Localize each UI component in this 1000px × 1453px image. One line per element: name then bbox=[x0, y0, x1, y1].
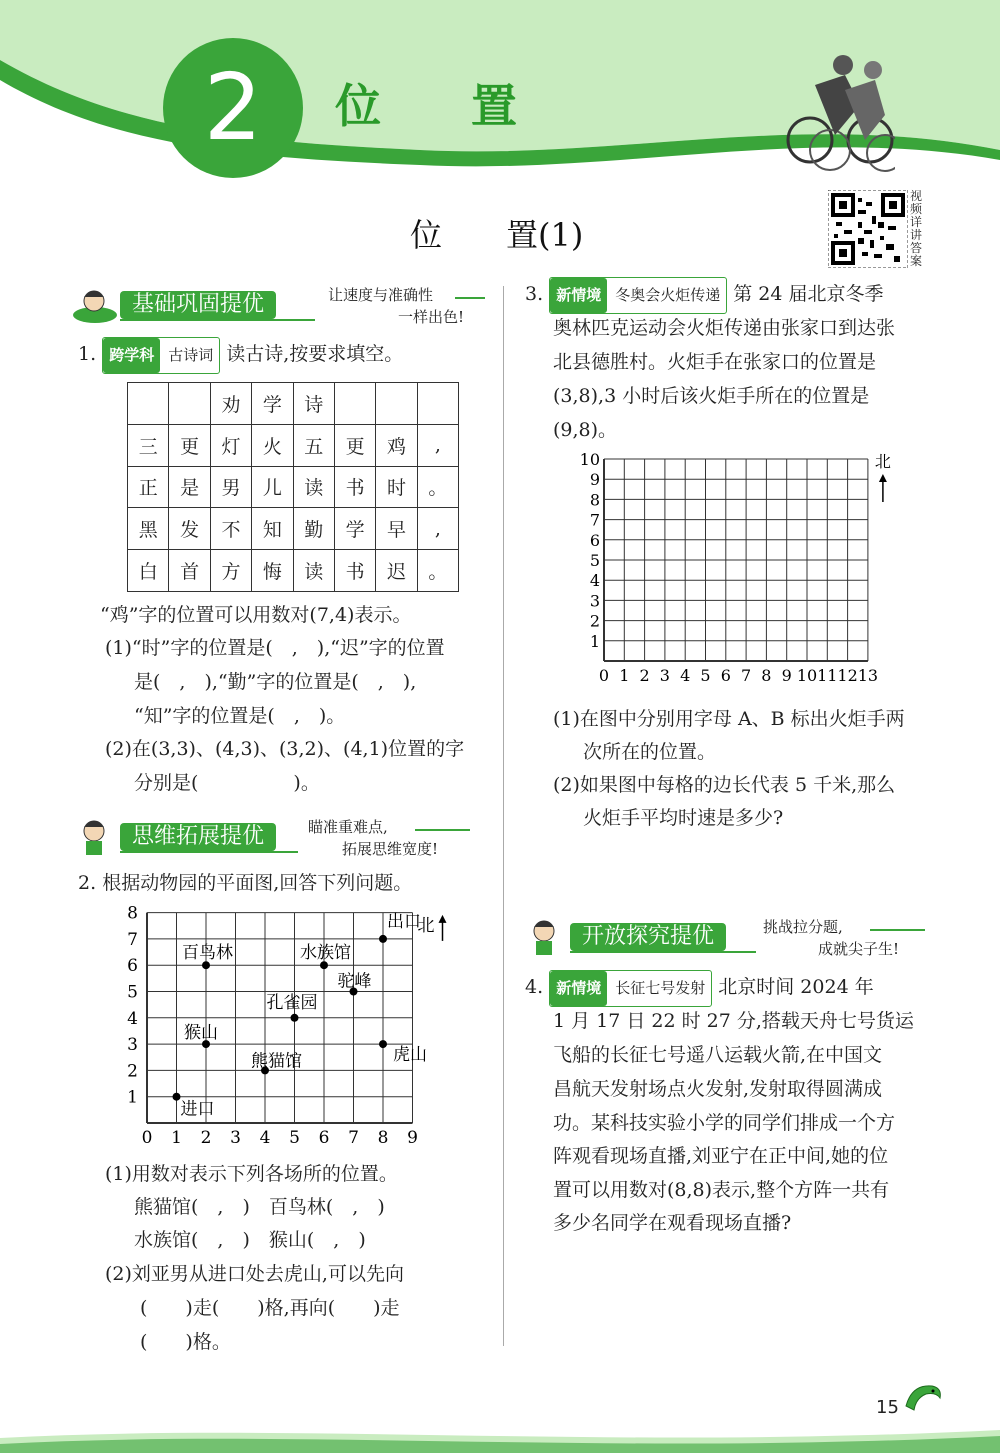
x-tick-label: 11 bbox=[817, 666, 838, 685]
chapter-number-badge: 2 bbox=[163, 38, 303, 178]
x-tick-label: 0 bbox=[598, 666, 610, 685]
column-divider bbox=[503, 286, 504, 1346]
section-slogan-1: 瞄准重难点, bbox=[308, 818, 388, 836]
section-slogan-2: 成就尖子生! bbox=[818, 940, 900, 958]
q3-sub2-line1: (2)如果图中每格的边长代表 5 千米,那么 bbox=[553, 774, 896, 796]
section-slogan-2: 一样出色! bbox=[398, 308, 465, 326]
section-banner-basic bbox=[70, 285, 490, 325]
section-slogan-1: 挑战拉分题, bbox=[763, 918, 843, 936]
q3-line4: (3,8),3 小时后该火炬手所在的位置是 bbox=[553, 385, 870, 407]
place-label: 水族馆 bbox=[300, 943, 351, 964]
question-number: 3. bbox=[525, 283, 544, 305]
question-tag: 跨学科 古诗词 bbox=[102, 337, 220, 374]
mascot-icon bbox=[520, 917, 570, 957]
x-tick-label: 6 bbox=[318, 1128, 330, 1148]
question-2-header bbox=[78, 867, 412, 900]
qr-code-icon[interactable] bbox=[828, 190, 908, 268]
x-tick-label: 3 bbox=[230, 1128, 241, 1148]
x-tick-label: 10 bbox=[796, 666, 818, 685]
place-label: 进口 bbox=[180, 1099, 215, 1120]
place-label: 猴山 bbox=[184, 1023, 218, 1044]
y-tick-label: 10 bbox=[579, 450, 600, 469]
dolphin-icon bbox=[902, 1378, 944, 1418]
y-tick-label: 4 bbox=[127, 1008, 138, 1029]
section-banner-open bbox=[520, 917, 940, 957]
q3-sub2-line2: 火炬手平均时速是多少? bbox=[583, 807, 784, 829]
question-number: 1. bbox=[78, 343, 97, 365]
x-tick-label: 0 bbox=[141, 1128, 153, 1148]
x-tick-label: 2 bbox=[639, 666, 650, 685]
page-number: 15 bbox=[876, 1397, 899, 1418]
q3-line5: (9,8)。 bbox=[553, 419, 618, 441]
poem-grid: 劝 学 诗 三 更 灯 火 五 更 鸡 , 正 是 男 儿 读 书 时 。 黑 发 不 知 勤 学 早 , 白 首 方 悔 读 书 迟 。 bbox=[127, 382, 459, 592]
q4-line5: 功。某科技实验小学的同学们排成一个方 bbox=[553, 1112, 896, 1134]
x-tick-label: 7 bbox=[741, 666, 752, 685]
q3-sub1-line2: 次所在的位置。 bbox=[583, 741, 717, 763]
q1-sub2-line2: 分别是( )。 bbox=[134, 772, 320, 794]
y-tick-label: 5 bbox=[589, 551, 600, 570]
q3-line1: 第 24 届北京冬季 bbox=[733, 283, 884, 305]
place-label: 出口 bbox=[387, 911, 421, 932]
y-tick-label: 4 bbox=[589, 571, 600, 591]
x-tick-label: 4 bbox=[259, 1128, 271, 1148]
q4-line3: 飞船的长征七号遥八运载火箭,在中国文 bbox=[553, 1044, 883, 1066]
question-number: 2. bbox=[78, 872, 97, 894]
north-label: 北 bbox=[874, 452, 891, 471]
y-tick-label: 8 bbox=[127, 905, 138, 924]
x-tick-label: 2 bbox=[200, 1128, 212, 1148]
chapter-title-char-1: 位 bbox=[335, 79, 381, 133]
north-arrowhead bbox=[879, 474, 887, 482]
x-tick-label: 9 bbox=[407, 1128, 418, 1148]
x-tick-label: 4 bbox=[680, 666, 691, 685]
x-tick-label: 5 bbox=[700, 666, 711, 685]
x-tick-label: 7 bbox=[348, 1128, 359, 1148]
north-label: 北 bbox=[417, 915, 435, 936]
y-tick-label: 1 bbox=[589, 631, 600, 651]
section-title: 思维拓展提优 bbox=[120, 823, 276, 851]
q4-line1: 北京时间 2024 年 bbox=[718, 976, 874, 998]
question-1-header bbox=[78, 337, 403, 374]
q3-line2: 奥林匹克运动会火炬传递由张家口到达张 bbox=[553, 317, 896, 339]
q4-line7: 置可以用数对(8,8)表示,整个方阵一共有 bbox=[553, 1179, 890, 1201]
place-point bbox=[379, 935, 387, 943]
place-label: 虎山 bbox=[393, 1045, 427, 1066]
mascot-icon bbox=[70, 285, 120, 325]
y-tick-label: 2 bbox=[589, 611, 600, 631]
place-label: 驼峰 bbox=[337, 971, 372, 992]
q2-sub2-line3: ( )格。 bbox=[140, 1331, 231, 1353]
y-tick-label: 9 bbox=[589, 470, 600, 490]
q3-line3: 北县德胜村。火炬手在张家口的位置是 bbox=[553, 351, 877, 373]
q1-sub2-line1: (2)在(3,3)、(4,3)、(3,2)、(4,1)位置的字 bbox=[105, 738, 465, 760]
section-banner-thinking bbox=[70, 817, 490, 857]
q2-sub2-line2: ( )走( )格,再向( )走 bbox=[140, 1297, 400, 1319]
place-point bbox=[379, 1040, 387, 1048]
q2-sub1-b: 水族馆( , ) 猴山( , ) bbox=[134, 1229, 366, 1251]
y-tick-label: 5 bbox=[127, 982, 138, 1003]
x-tick-label: 1 bbox=[619, 666, 630, 685]
section-title: 基础巩固提优 bbox=[120, 291, 276, 319]
section-title: 开放探究提优 bbox=[570, 923, 726, 951]
cyclist-illustration bbox=[785, 45, 895, 175]
question-prompt: 根据动物园的平面图,回答下列问题。 bbox=[102, 872, 413, 894]
q2-sub1-a: 熊猫馆( , ) 百鸟林( , ) bbox=[134, 1196, 385, 1218]
x-tick-label: 12 bbox=[837, 666, 858, 685]
x-tick-label: 6 bbox=[720, 666, 731, 685]
mascot-icon bbox=[70, 817, 120, 857]
q4-line2: 1 月 17 日 22 时 27 分,搭载天舟七号货运 bbox=[553, 1010, 914, 1032]
y-tick-label: 3 bbox=[127, 1035, 138, 1056]
y-tick-label: 6 bbox=[589, 530, 600, 550]
chapter-title bbox=[335, 70, 517, 136]
lesson-title: 位 置(1) bbox=[410, 216, 584, 254]
x-tick-label: 8 bbox=[761, 666, 772, 685]
question-tag: 新情境 冬奥会火炬传递 bbox=[549, 277, 727, 314]
north-arrowhead bbox=[439, 915, 447, 923]
y-tick-label: 7 bbox=[127, 929, 138, 950]
q4-line4: 昌航天发射场点火发射,发射取得圆满成 bbox=[553, 1078, 883, 1100]
y-tick-label: 7 bbox=[589, 510, 600, 530]
x-tick-label: 1 bbox=[171, 1128, 182, 1148]
y-tick-label: 8 bbox=[589, 490, 600, 510]
place-point bbox=[291, 1014, 299, 1022]
question-3-header bbox=[525, 277, 884, 314]
q1-note: “鸡”字的位置可以用数对(7,4)表示。 bbox=[100, 604, 412, 626]
chapter-title-char-2: 置 bbox=[471, 79, 517, 133]
q2-sub2-line1: (2)刘亚男从进口处去虎山,可以先向 bbox=[105, 1263, 404, 1285]
zoo-map-grid bbox=[125, 905, 475, 1150]
y-tick-label: 6 bbox=[127, 956, 138, 977]
qr-caption: 视频详讲答案 bbox=[910, 189, 923, 268]
y-tick-label: 1 bbox=[127, 1087, 138, 1108]
question-number: 4. bbox=[525, 976, 544, 998]
question-tag: 新情境 长征七号发射 bbox=[549, 970, 712, 1007]
q1-sub1-line1: (1)“时”字的位置是( , ),“迟”字的位置 bbox=[105, 637, 445, 659]
section-slogan-1: 让速度与准确性 bbox=[328, 286, 434, 304]
place-label: 熊猫馆 bbox=[251, 1051, 302, 1072]
q2-sub1: (1)用数对表示下列各场所的位置。 bbox=[105, 1163, 398, 1185]
place-label: 孔雀园 bbox=[266, 992, 318, 1013]
q4-line8: 多少名同学在观看现场直播? bbox=[553, 1212, 792, 1234]
x-tick-label: 8 bbox=[377, 1128, 389, 1148]
q1-sub1-line2: 是( , ),“勤”字的位置是( , ), bbox=[134, 671, 417, 693]
x-tick-label: 9 bbox=[781, 666, 792, 685]
x-tick-label: 13 bbox=[857, 666, 879, 685]
q3-sub1-line1: (1)在图中分别用字母 A、B 标出火炬手两 bbox=[553, 708, 905, 730]
y-tick-label: 3 bbox=[589, 591, 600, 611]
question-prompt: 读古诗,按要求填空。 bbox=[226, 343, 404, 365]
x-tick-label: 3 bbox=[659, 666, 670, 685]
place-label: 百鸟林 bbox=[182, 943, 233, 964]
q1-sub1-line3: “知”字的位置是( , )。 bbox=[134, 705, 346, 727]
x-tick-label: 5 bbox=[289, 1128, 300, 1148]
section-slogan-2: 拓展思维宽度! bbox=[342, 840, 439, 858]
torch-coordinate-grid[interactable] bbox=[575, 450, 915, 695]
footer-band bbox=[0, 1420, 1000, 1453]
place-point bbox=[173, 1093, 181, 1101]
question-4-header bbox=[525, 970, 874, 1007]
y-tick-label: 2 bbox=[127, 1061, 138, 1082]
q4-line6: 阵观看现场直播,刘亚宁在正中间,她的位 bbox=[553, 1145, 889, 1167]
